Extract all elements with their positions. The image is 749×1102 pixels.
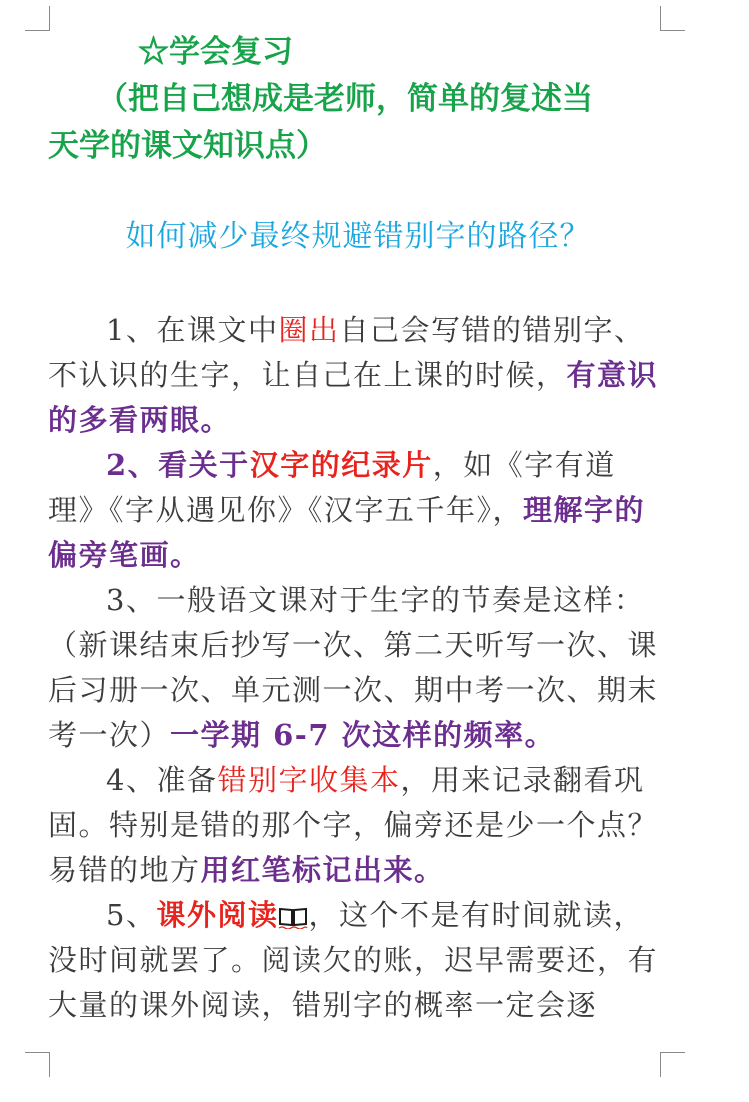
page-corner-mark-bottom-right — [660, 1052, 685, 1077]
tip-4-text-c: ，用来记录翻看巩固。特别是错的那个字，偏旁还是少一个点？易错的地方 — [48, 763, 659, 887]
page-corner-mark-top-right — [660, 6, 685, 31]
section-title: ☆学会复习 — [138, 34, 293, 70]
tip-2-highlight: 汉字的纪录片 — [249, 448, 433, 482]
section-subtitle-line-2: 天学的课文知识点） — [48, 128, 327, 164]
tip-1-text-a: 1、在课文中 — [106, 313, 279, 347]
tip-3-text-a: 3、一般语文课对于生字的节奏是这样：（新课结束后抄写一次、第二天听写一次、课后习册一次、单元测一次、期中考一次、期末考一次） — [48, 583, 659, 752]
page-corner-mark-bottom-left — [25, 1052, 50, 1077]
tip-4 — [48, 758, 660, 893]
tip-1 — [48, 308, 660, 443]
tip-5 — [48, 893, 660, 1028]
tip-1-text-c: 自己会写错的错别字、不认识的生字，让自己在上课的时候， — [48, 313, 645, 392]
tip-3-emphasis: 一学期 6-7 次这样的频率。 — [170, 718, 556, 752]
tip-4-highlight: 错别字收集本 — [217, 763, 401, 797]
tip-1-highlight: 圈出 — [278, 313, 340, 347]
tips-list — [48, 308, 660, 1028]
section-subtitle-line-1: （把自己想成是老师，简单的复述当 — [97, 81, 593, 117]
tip-3 — [48, 578, 660, 758]
tip-4-text-a: 4、准备 — [106, 763, 218, 797]
page-corner-mark-top-left — [25, 6, 50, 31]
tip-2-text-c: ，如《字有道理》《字从遇见你》《汉字五千年》， — [48, 448, 616, 527]
question-heading: 如何减少最终规避错别字的路径？ — [125, 219, 591, 254]
tip-5-text-a: 5、 — [106, 898, 157, 932]
tip-5-highlight: 课外阅读 — [156, 898, 279, 932]
tip-4-emphasis: 用红笔标记出来。 — [200, 853, 445, 887]
tip-2-text-a: 2、看关于 — [106, 448, 250, 482]
open-book-icon — [278, 905, 308, 929]
tip-5-text-c: ，这个不是有时间就读，没时间就罢了。阅读欠的账，迟早需要还，有大量的课外阅读，错别字的概率一定会逐 — [48, 898, 659, 1022]
tip-2 — [48, 443, 660, 578]
tip-1-emphasis: 有意识的多看两眼。 — [48, 358, 659, 437]
tip-2-emphasis: 理解字的偏旁笔画。 — [48, 493, 646, 572]
